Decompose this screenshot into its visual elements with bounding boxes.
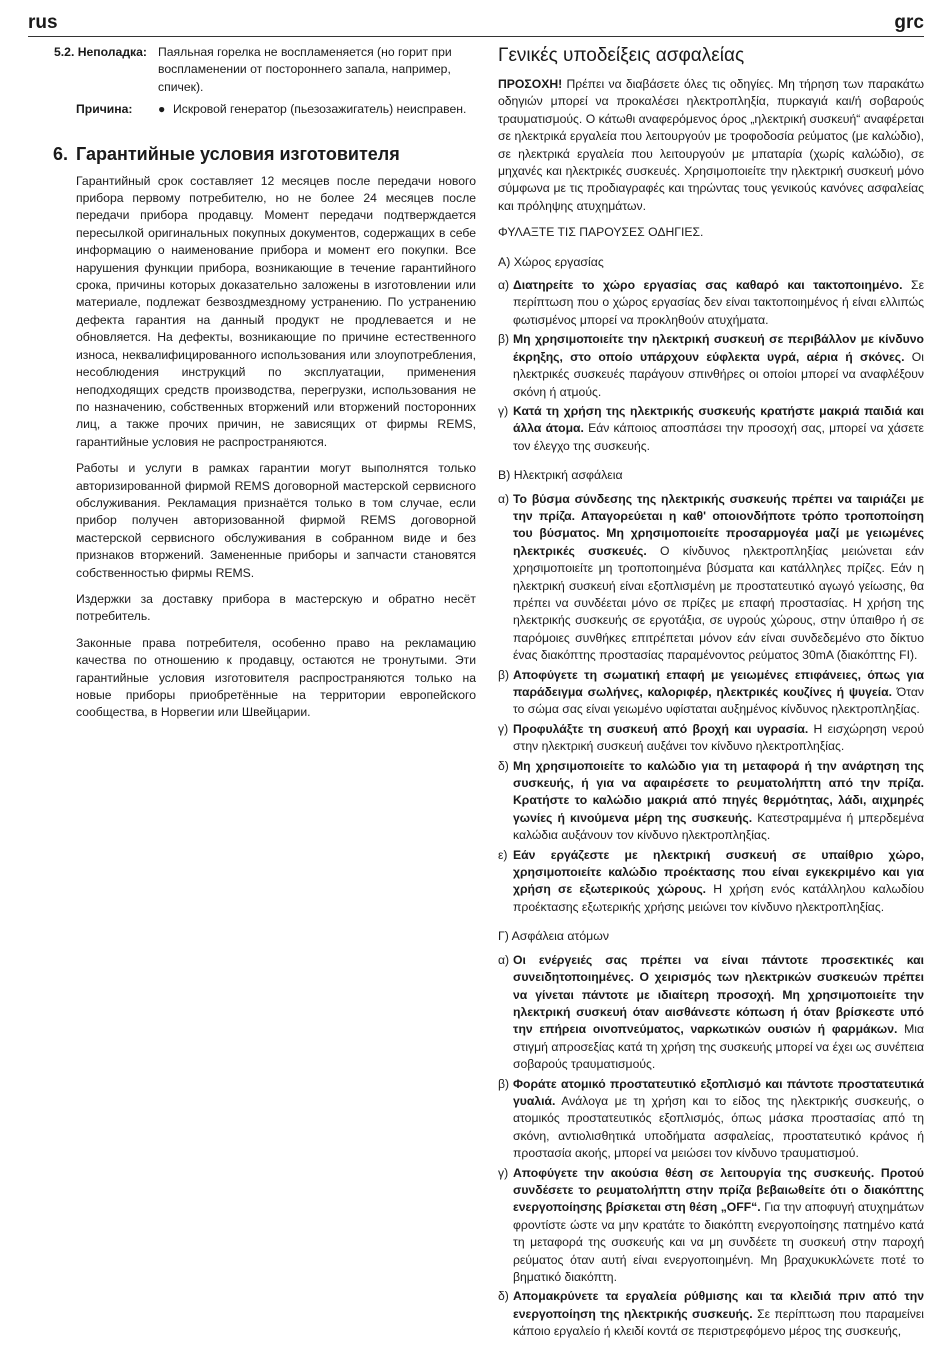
item-bold-text: Προφυλάξτε τη συσκευή από βροχή και υγρασία. (513, 721, 809, 736)
safety-item (498, 847, 924, 917)
safety-item (498, 721, 924, 756)
warning-text: Πρέπει να διαβάσετε όλες τις οδηγίες. Μη τήρηση των παρακάτω οδηγιών μπορεί να προκαλέσει ηλεκτροπληξία, πυρκαγιά και/ή σοβαρούς τραυματισμούς. Ο κάτωθι αναφερόμενος όρος „ηλεκτρική συσκευή“ αναφέρεται σε ηλεκτρικά εργαλεία που λειτουργούν με τροφοδοσία ρεύματος (με καλώδιο), σε ηλεκτρικά εργαλεία που λειτουργούν με μπαταρία (χωρίς καλώδιο), σε μηχανές και ηλεκτρικές συσκευές. Χρησιμοποιείτε την ηλεκτρική συσκευή μόνο σύμφωνα με τις προδιαγραφές και τηρώντας τους γενικούς κανόνες ασφαλείας και πρόληψης ατυχημάτων. (498, 77, 924, 213)
item-bold-text: Μη χρησιμοποιείτε το καλώδιο για τη μεταφορά ή την ανάρτηση της συσκευής, ή για να αφαιρέσετε το ρευματολήπτη από την πρίζα. Κρατήστε το καλώδιο μακριά από πηγές θερμότητας, λάδι, αιχμηρές γωνίες ή κινούμενα μέρη της συσκευής. (513, 758, 924, 825)
safety-item (498, 1076, 924, 1163)
language-code-right: grc (894, 12, 924, 33)
item-plain-text: Η εισχώρηση νερού στην ηλεκτρική συσκευή αυξάνει τον κίνδυνο ηλεκτροπληξίας. (513, 721, 924, 754)
bullet-icon: ● (158, 102, 166, 117)
item-text (513, 331, 924, 401)
item-bold-text: Αποφύγετε την ακούσια θέση σε λειτουργία της συσκευής. Προτού συνδέσετε το ρευματολήπτη στην πρίζα βεβαιωθείτε ότι ο διακόπτης ενεργοποίησης βρίσκεται στη θέση „OFF“. (513, 1165, 924, 1215)
header-rule (28, 36, 924, 37)
item-letter: γ) (498, 403, 509, 418)
page-header (28, 12, 924, 36)
warranty-paragraph: Работы и услуги в рамках гарантии могут выполнятся только авторизированной фирмой REMS договорной мастерской сервисного обслуживания. Рекламация признаётся только в том случае, если прибор получен авторизованной фирмой REMS договорной мастерской сервисного обслуживания в собранном виде и без признаков вторжений. Замененные приборы и запчасти становятся собственностью фирмы REMS. (76, 461, 476, 580)
item-text (513, 758, 924, 845)
item-text (513, 952, 924, 1074)
fault-label: 5.2. Неполадка: (54, 45, 147, 59)
item-letter: δ) (498, 758, 509, 773)
item-letter: δ) (498, 1289, 509, 1304)
item-bold-text: Εάν εργάζεστε με ηλεκτρική συσκευή σε υπαίθριο χώρο, χρησιμοποιείτε καλώδιο προέκτασης που είναι εγκεκριμένο και για χρήση σε εξωτερικούς χώρους. (513, 847, 924, 897)
item-bold-text: Αποφύγετε τη σωματική επαφή με γειωμένες επιφάνειες, όπως για παράδειγμα σωλήνες, καλοριφέρ, ηλεκτρικές κουζίνες ή ψυγεία. (513, 667, 924, 699)
language-code-left: rus (28, 12, 58, 33)
item-bold-text: Διατηρείτε το χώρο εργασίας σας καθαρό και τακτοποιημένο. (513, 278, 903, 293)
item-plain-text: Ο κίνδυνος ηλεκτροπληξίας μειώνεται εάν χρησιμοποιείτε μη τροποποιημένα βύσματα και κατάλληλες πρίζες. Εάν η ηλεκτρική συσκευή είναι εξοπλισμένη με προστατευτικό αγωγό γείωσης, θα πρέπει να συνδέεται μόνο σε πρίζες με επαφή προστασίας. Η χρήση της ηλεκτρικής συσκευής σε εργοτάξια, σε υγρούς χώρους, στην ύπαιθρο ή σε παρόμοιες συνθήκες επιτρέπεται μόνον εάν είναι συνδεδεμένο στο δίκτυο ένας διακόπτης προστασίας παραμένοντος ρεύματος 30mA (διακόπτης FI). (513, 543, 924, 663)
item-plain-text: Σε περίπτωση που παραμείνει κάποιο εργαλείο ή κλειδί κοντά σε περιστρεφόμενο μέρος της συσκευής, (513, 1306, 924, 1339)
subsection-heading: Β) Ηλεκτρική ασφάλεια (498, 468, 623, 483)
item-letter: α) (498, 952, 510, 967)
subsection-heading: Α) Χώρος εργασίας (498, 254, 604, 269)
item-text (513, 491, 924, 665)
safety-item (498, 403, 924, 455)
item-text (513, 1288, 924, 1340)
warranty-paragraph: Гарантийный срок составляет 12 месяцев после передачи нового прибора первому потребителю, но не более 24 месяцев после передачи прибора продавцу. Момент передачи подтверждается пересылкой оригинальных покупных документов, содержащих в себе информацию о наименование прибора и момент его покупки. Все нарушения функции прибора, возникающие в течение гарантийного срока, причины которых доказательно заложены в изготовлении или материале, подлежат безвоздмездному устранению. По устранению дефекта гарантия на данный продукт не продлевается и не обновляется. На дефекты, возникающие по причине естественного износа, неквалифицированного использования или злоупотребления, несоблюдения инструкций по эксплуатации, применения неподходящих средств производства, перегрузки, использования не по назначению, собственных вторжений или вторжений посторонних лиц, а также прочих причин, не зависящих от фирмы REMS, гарантийные условия не распространяются. (76, 173, 476, 449)
safety-item (498, 331, 924, 401)
safety-item (498, 491, 924, 665)
safety-item (498, 277, 924, 329)
item-letter: β) (498, 1076, 510, 1091)
item-letter: ε) (498, 847, 508, 862)
section-6-heading (53, 143, 476, 165)
item-plain-text: Μια στιγμή απροσεξίας κατά τη χρήση της συσκευής μπορεί να έχει ως συνέπεια σοβαρούς τραυματισμούς. (513, 1022, 925, 1072)
item-letter: α) (498, 491, 510, 506)
left-column (53, 44, 476, 731)
cause-row (76, 101, 476, 118)
item-text (513, 403, 924, 455)
item-text (513, 847, 924, 917)
warning-paragraph (498, 76, 924, 215)
item-letter: γ) (498, 1165, 509, 1180)
safety-item (498, 1165, 924, 1287)
safety-item (498, 758, 924, 845)
safety-item (498, 1288, 924, 1340)
safety-sections (498, 254, 924, 1341)
safety-item (498, 667, 924, 719)
warranty-paragraph: Издержки за доставку прибора в мастерскую и обратно несёт потребитель. (76, 591, 476, 624)
item-bold-text: Το βύσμα σύνδεσης της ηλεκτρικής συσκευής πρέπει να ταιριάζει με την πρίζα. Απαγορεύεται η καθ' οποιονδήποτε τρόπο τροποποίηση του βύσματος. Μη χρησιμοποιείτε προσαρμογέα μαζί με γειωμένες ηλεκτρικές συσκευές. (513, 491, 924, 558)
safety-title: Γενικές υποδείξεις ασφαλείας (498, 45, 745, 66)
warranty-paragraph: Законные права потребителя, особенно право на рекламацию качества по отношению к продавцу, остаются не тронутыми. Эти гарантийные условия изготовителя распространяются только на новые приборы приобретённые на территории европейского сообщества, в Норвегии или Швейцарии. (76, 635, 476, 720)
fault-row (54, 44, 476, 96)
item-plain-text: Εάν κάποιος αποσπάσει την προσοχή σας, μπορεί να χάσετε τον έλεγχο της συσκευής. (513, 421, 924, 453)
subsection-heading: Γ) Ασφάλεια ατόμων (498, 929, 610, 944)
item-plain-text: Ανάλογα με τη χρήση και το είδος της ηλεκτρικής συσκευής, ο ατομικός προστατευτικός εξοπλισμός, όπως μάσκα προστασίας από τη σκόνη, αντιολισθητικά υποδήματα ασφαλείας, προστατευτικό κράνος ή προστασία ακοής, μπορεί να μειώσει τον κίνδυνο τραυματισμού. (513, 1093, 924, 1161)
item-plain-text: Σε περίπτωση που ο χώρος εργασίας δεν είναι τακτοποιημένος ή είναι ελλιπώς φωτισμένος μπορεί να προκληθούν ατυχήματα. (513, 278, 925, 327)
item-letter: β) (498, 332, 510, 347)
item-bold-text: Οι ενέργειές σας πρέπει να είναι πάντοτε προσεκτικές και συνειδητοποιημένες. Ο χειρισμός των ηλεκτρικών συσκευών πρέπει να γίνεται πάντοτε με ιδιαίτερη προσοχή. Μη χρησιμοποιείτε την ηλεκτρική συσκευή όταν αισθάνεστε κόπωση ή όταν βρίσκεστε υπό την επήρεια οινοπνεύματος, ναρκωτικών ουσιών ή φαρμάκων. (513, 952, 924, 1037)
item-bold-text: Κατά τη χρήση της ηλεκτρικής συσκευής κρατήστε μακριά παιδιά και άλλα άτομα. (513, 403, 924, 436)
item-text (513, 1076, 924, 1163)
item-plain-text: Κατεστραμμένα ή μπερδεμένα καλώδια αυξάνουν τον κίνδυνο ηλεκτροπληξίας. (513, 810, 924, 843)
warning-label: ΠΡΟΣΟΧΗ! (498, 77, 563, 91)
keep-instructions: ΦΥΛΑΞΤΕ ΤΙΣ ΠΑΡΟΥΣΕΣ ΟΔΗΓΙΕΣ. (498, 225, 704, 240)
item-plain-text: Οι ηλεκτρικές συσκευές παράγουν σπινθήρες οι οποίοι μπορεί να αναφλέξουν σκόνη ή ατμούς. (513, 349, 924, 399)
section-number: 6. (53, 143, 69, 164)
item-text (513, 277, 924, 329)
item-letter: β) (498, 667, 510, 682)
item-text (513, 667, 924, 719)
item-bold-text: Φοράτε ατομικό προστατευτικό εξοπλισμό και πάντοτε προστατευτικά γυαλιά. (513, 1076, 924, 1108)
item-bold-text: Απομακρύνετε τα εργαλεία ρύθμισης και τα κλειδιά πριν από την ενεργοποίηση της ηλεκτρικής συσκευής. (513, 1289, 924, 1321)
cause-label: Причина: (76, 102, 133, 117)
item-bold-text: Μη χρησιμοποιείτε την ηλεκτρική συσκευή σε περιβάλλον με κίνδυνο έκρηξης, στο οποίο υπάρχουν εύφλεκτα υγρά, αέρια ή σκόνες. (513, 332, 924, 364)
section-title: Гарантийные условия изготовителя (76, 143, 400, 164)
item-letter: γ) (498, 721, 509, 736)
fault-text: Паяльная горелка не воспламеняется (но горит при воспламенении от постороннего запала, например, спичек). (158, 45, 452, 94)
safety-item (498, 952, 924, 1074)
item-text (513, 1165, 924, 1287)
item-letter: α) (498, 278, 510, 293)
item-plain-text: Όταν το σώμα σας είναι γειωμένο υφίσταται αυξημένος κίνδυνος ηλεκτροπληξίας. (513, 685, 924, 717)
right-column (498, 44, 924, 1343)
item-plain-text: Η χρήση ενός κατάλληλου καλωδίου προέκτασης εξωτερικής χρήσης μειώνει τον κίνδυνο ηλεκτροπληξίας. (513, 882, 924, 914)
cause-text: Искровой генератор (пьезозажигатель) неисправен. (173, 102, 467, 117)
item-plain-text: Για την αποφυγή ατυχημάτων φροντίστε ώστε να μην κρατάτε το διακόπτη ενεργοποίησης πατημένο κατά τη μεταφορά της συσκευής και να μη συνδέετε τη συσκευή στην παροχή ρεύματος όταν αυτή είναι ενεργοποιημένη. Μη βραχυκυκλώνετε ποτέ το βηματικό διακόπτη. (513, 1200, 924, 1284)
item-text (513, 721, 924, 756)
